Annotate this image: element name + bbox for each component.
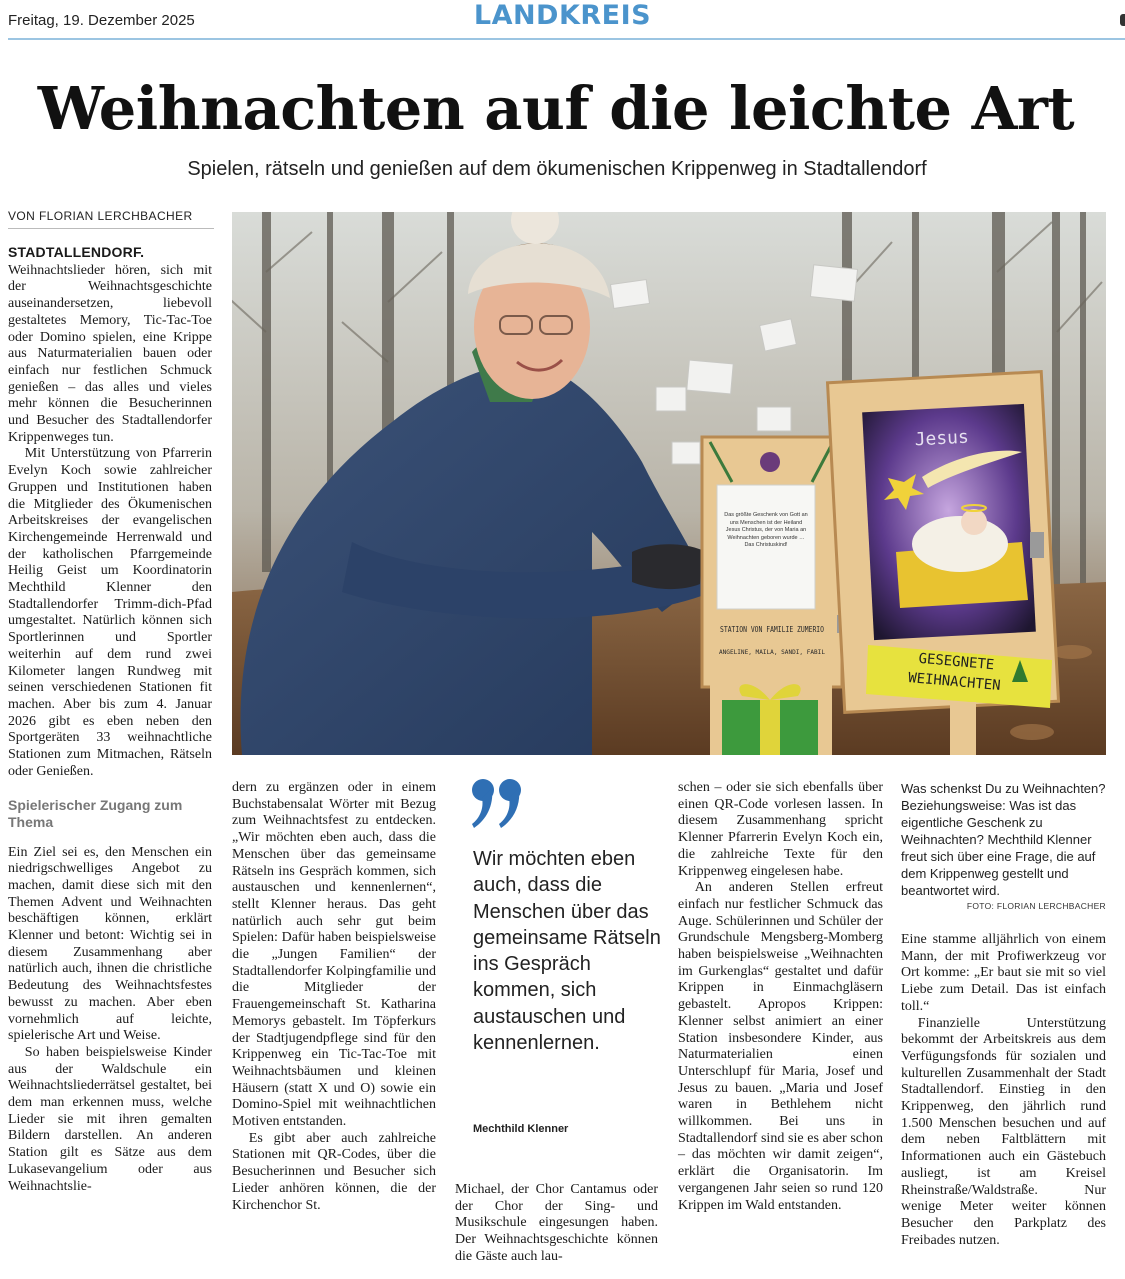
quote-mark-icon [470, 772, 530, 832]
section-title: LANDKREIS [473, 0, 652, 31]
article-column-2b [455, 1182, 658, 1266]
sign-names-text: ANGELINE, MAILA, SANDI, FABIL [719, 648, 826, 656]
article-column-2 [232, 780, 436, 1214]
photo-caption: Was schenkst Du zu Weihnachten? Beziehungsweise: Was ist das eigentliche Geschenk zu Weihnachten? Mechthild Klenner freut sich über eine Frage, die auf dem Krippenweg gestellt und beantwortet wird. [901, 781, 1106, 898]
article-paragraph: Michael, der Chor Cantamus oder der Chor der Sing- und Musikschule eingesungen haben. Der Weihnachtsgeschichte können die Gäste auch lau- [455, 1182, 658, 1264]
article-paragraph: Ein Ziel sei es, den Menschen ein niedrigschwelliges Angebot zu machen, damit diese sich mit den Themen Advent und Weihnachten beschäftigen können, erklärt Klenner und betont: Wichtig sei in diesem Zusammenhang aber natürlich auch, ihnen die christliche Bedeutung des Weihnachtsfestes bewusst zu machen. Aber eben vornehmlich auf leichte, spielerische Art und Weise. [8, 844, 212, 1044]
article-paragraph: Es gibt aber auch zahlreiche Stationen mit QR-Codes, über die Besucherinnen und Besucher sich Lieder anhören können, die der Kirchenchor St. [232, 1130, 436, 1213]
sign-jesus-text: Jesus [914, 426, 970, 451]
article-paragraph: An anderen Stellen erfreut einfach nur festlicher Schmuck das Auge. Schülerinnen und Schüler der Grundschule Mengsberg-Momberg haben beispielsweise „Weihnachten im Gurkenglas“ gestaltet und dafür Krippen in Einmachgläsern gebastelt. Apropos Krippen: Klenner selbst animiert an einer Station insbesondere Kinder, aus Naturmaterialien einen Unterschlupf für Maria, Josef und Jesus zu bauen. „Maria und Josef waren in Bethlehem nicht willkommen. Bei uns in Stadtallendorf sind sie es aber schon – das möchten wir damit zeigen“, erklärt die Organisatorin. Im vergangenen Jahr seien so rund 120 Krippen im Wald entstanden. [678, 880, 883, 1213]
pull-quote-author: Mechthild Klenner [473, 1123, 569, 1135]
issue-date: Freitag, 19. Dezember 2025 [8, 12, 195, 29]
article-paragraph: So haben beispielsweise Kinder aus der Waldschule ein Weihnachtsliederrätsel gestaltet, bei dem man erkennen muss, welche Lieder sie mit ihren gemalten Bildern darstellen. An anderen Station gilt es Sätze aus dem Lukasevangelium oder aus Weihnachtslie- [8, 1044, 212, 1194]
article-paragraph: dern zu ergänzen oder in einem Buchstabensalat Wörter mit Bezug zum Weihnachtsfest zu entdecken. „Wir möchten eben auch, dass die Menschen über das gemeinsame Rätseln ins Gespräch kommen, sich austauschen und kennenlernen“, stellt Klenner heraus. Das geht natürlich auch sehr gut beim Spielen: Dafür haben beispielsweise die „Jungen Familien“ der Stadtallendorfer Kolpingfamilie und die Mitglieder der Frauengemeinschaft St. Katharina Memorys gebastelt. Im Töpferkurs der Stadtjugendpflege sind für den Krippenweg ein Tic-Tac-Toe mit Weihnachtsbäumen und kleinen Häusern (statt X und O) sowie ein Domino-Spiel mit weihnachtlichen Motiven entstanden. [232, 780, 436, 1130]
byline-rule [8, 228, 214, 229]
sign-greeting-line-2: WEIHNACHTEN [907, 670, 1002, 695]
article-paragraph [8, 244, 212, 446]
article-column-4 [901, 932, 1106, 1249]
article-paragraph: Eine stamme alljährlich von einem Mann, der mit Profiwerkzeug vor Ort komme: „Er baut sie mit so viel Liebe zum Detail. Das ist einfach toll.“ [901, 932, 1106, 1014]
subheading: Spielerischer Zugang zum Thema [8, 796, 183, 830]
sign-station-text: STATION VON FAMILIE ZUMERIO [720, 625, 825, 634]
paragraph-text: Weihnachtslieder hören, sich mit der Weihnachtsgeschichte auseinandersetzen, liebevoll gestaltetes Memory, Tic-Tac-Toe oder Domino spielen, eine Krippe aus Naturmaterialien bauen oder einfach nur festlichen Schmuck genießen – das alles und vieles mehr können die Besucherinnen und Besucher des Stadtallendorfer Krippenweges tun. [8, 262, 212, 445]
station-sign-right [828, 372, 1059, 755]
photo-credit: FOTO: FLORIAN LERCHBACHER [966, 901, 1106, 911]
sign-note: Das größte Geschenk von Gott an uns Menschen ist der Heiland Jesus Christus, der von Maria an Weihnachten geboren wurde … Das Christuskind! [724, 512, 808, 548]
article-paragraph: Finanzielle Unterstützung bekommt der Arbeitskreis aus dem Verfügungsfonds für sozialen und kulturellen Zusammenhalt der Stadt Stadtallendorf. Einstieg in den Krippenweg, den jährlich rund 1.500 Menschen besuchen und auf dem neben Faltblättern mit Informationen auch ein Gästebuch ausliegt, ist am Kreisel Rheinstraße/Waldstraße. Nur wenige Meter weiter können Besucher den Parkplatz des Freibades nutzen. [901, 1015, 1106, 1248]
header-rule [8, 38, 1125, 40]
article-column-3 [678, 780, 883, 1214]
subheadline: Spielen, rätseln und genießen auf dem ökumenischen Krippenweg in Stadtallendorf [187, 158, 927, 180]
dateline: STADTALLENDORF. [8, 244, 145, 260]
gift-icon [710, 672, 832, 755]
sign-greeting-line-1: GESEGNETE [917, 650, 995, 674]
byline: VON FLORIAN LERCHBACHER [8, 209, 193, 223]
article-paragraph: schen – oder sie sich ebenfalls über einen QR-Code vorlesen lassen. In diesem Zusammenhang spricht Klenner Pfarrerin Evelyn Koch ein, die zahlreiche Texte für den Krippenweg eingelesen habe. [678, 780, 883, 879]
article-column-1 [8, 244, 212, 1195]
headline: Weihnachten auf die leichte Art [37, 74, 1075, 143]
page-edge-marker [1120, 14, 1125, 26]
pull-quote: Wir möchten eben auch, dass die Menschen über das gemeinsame Rätseln ins Gespräch kommen, sich austauschen und kennenlernen. [473, 848, 661, 1055]
article-photo [232, 212, 1106, 755]
article-paragraph: Mit Unterstützung von Pfarrerin Evelyn Koch sowie zahlreicher Gruppen und Institutionen haben die Mitglieder des Ökumenischen Arbeitskreises der evangelischen Kirchengemeinde Herrenwald und der katholischen Pfarrgemeinde Heilig Geist um Koordinatorin Mechthild Klenner den Stadtallendorfer Trimm-dich-Pfad umgestaltet. Natürlich können sich Sportlerinnen und Sportler weiterhin auf dem rund zwei Kilometer langen Rundweg mit seinen verschiedenen Stationen fit machen. Aber bis zum 4. Januar 2026 gibt es eben neben den Sportgeräten 33 weihnachtliche Stationen zum Mitmachen, Rätseln oder Genießen. [8, 446, 212, 779]
